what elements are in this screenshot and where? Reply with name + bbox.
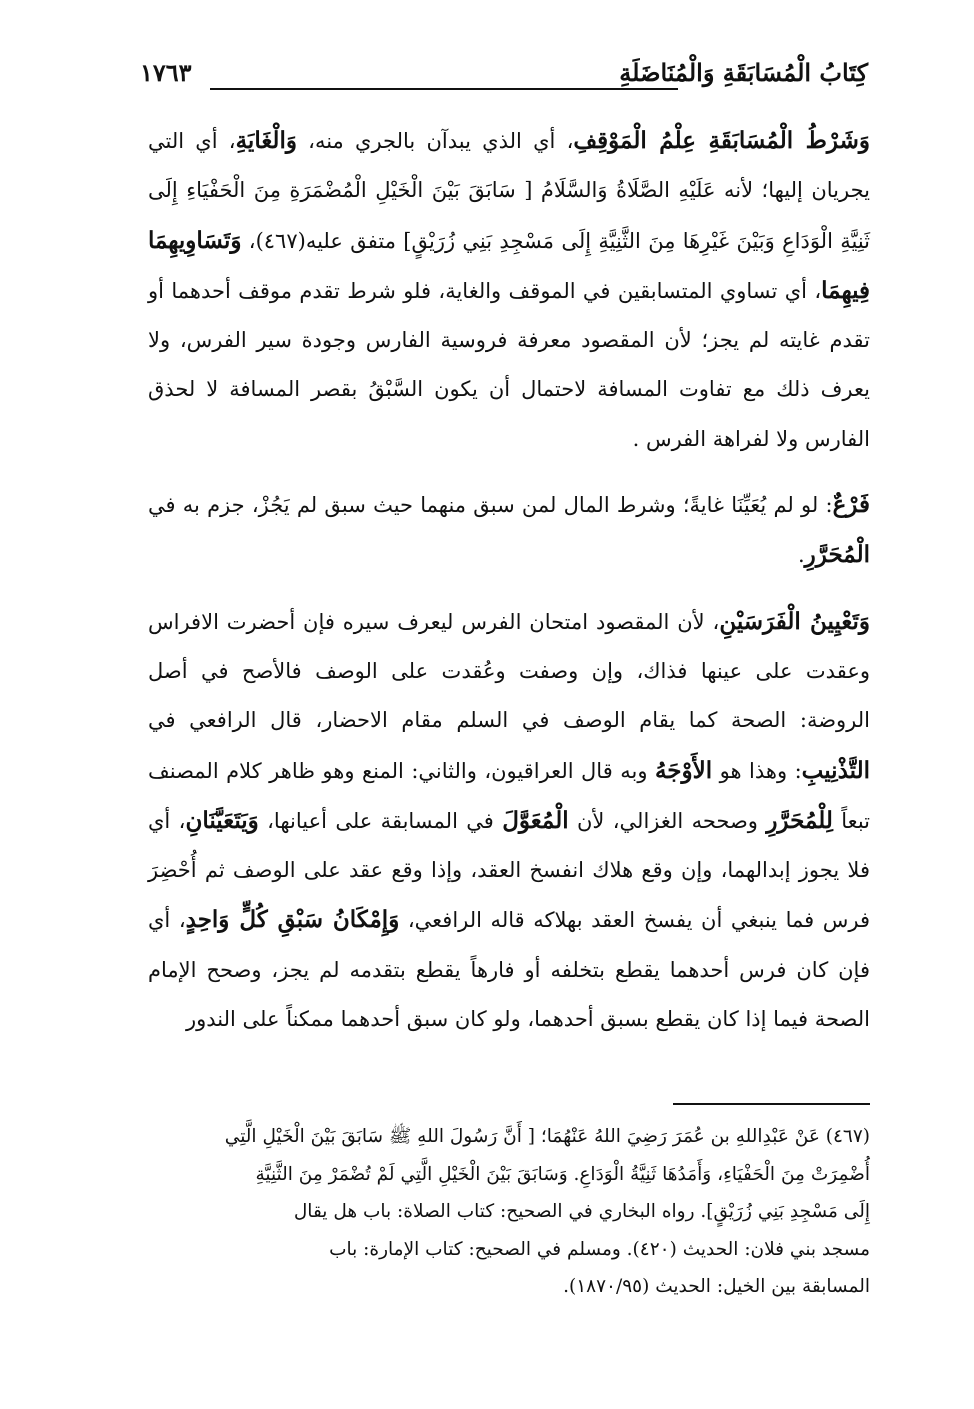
footnote-line: مسجد بني فلان: الحديث (٤٢٠). ومسلم في الصحيح: كتاب الإمارة: باب — [329, 1238, 870, 1260]
lemma-text: الْمُعَوَّلَ — [502, 806, 569, 834]
footnote-line: أُضْمِرَتْ مِنَ الْحَفْيَاءِ، وَأَمَدُهَا ثَنِيَّةُ الْوَدَاعِ. وَسَابَقَ بَيْنَ الْخَيْلِ الَّتِي لَمْ تُضْمَرْ مِنَ الثَّنِيَّةِ — [255, 1163, 870, 1185]
commentary-text: : لو لم يُعَيِّنَا غايةً؛ وشرط المال لمن سبق منهما حيث سبق لم يَجُزْ، جزم به في — [148, 493, 833, 518]
lemma-text: فَرْعٌ — [832, 491, 870, 519]
footnote-separator — [673, 1103, 870, 1105]
commentary-text: وصححه الغزالي، لأن — [568, 808, 767, 833]
commentary-text: ، أي فإن كان فرس أحدهما يقطع بتخلفه أو فارهاً يقطع بتقدمه لم يجز، وصحح الإمام الصحة فيما إذا كان يقطع بسبق أحدهما، ولو كان سبق أحدهما ممكناً على الندور — [148, 908, 870, 1032]
lemma-text: وَشَرْطُ الْمُسَابَقَةِ عِلْمُ الْمَوْقِفِ — [573, 127, 870, 154]
paragraph-branch — [148, 480, 870, 581]
commentary-text: ، لأن المقصود امتحان الفرس ليعرف سيره فإن أحضرت الافراس وعقدت على عينها فذاك، وإن وصفت وعُقدت على الوصف فالأصح في أصل الروضة: الصحة كما يقام الوصف في السلم مقام الاحضار، قال الرافعي في — [148, 609, 870, 733]
paragraph-conditions — [148, 116, 870, 464]
lemma-text: لِلْمُحَرَّرِ — [766, 806, 833, 834]
footnote-line: (٤٦٧) عَنْ عَبْدِاللهِ بن عُمَرَ رَضِيَ اللهُ عَنْهُمَا؛ [ أَنَّ رَسُولَ اللهِ ﷺ سَابَقَ بَيْنَ الْخَيْلِ الَّتِي — [224, 1126, 870, 1147]
footnotes — [148, 1118, 870, 1306]
footnote-line: إِلَى مَسْجِدِ بَنِي زُرَيْقٍ]. رواه البخاري في الصحيح: كتاب الصلاة: باب هل يقال — [293, 1201, 870, 1223]
page-header — [140, 58, 868, 98]
lemma-text: التَّذْنِيبِ — [801, 756, 870, 784]
lemma-text: وَتَسَاوِيهِمَا فِيهِمَا — [148, 226, 870, 304]
commentary-text: ، أي التي يجريان إليها؛ لأنه عَلَيْهِ الصَّلَاةُ وَالسَّلَامُ [ سَابَقَ بَيْنَ الْخَيْلِ الْمُضْمَرَةِ مِنَ الْحَفْيَاءِ إِلَى ثَنِيَّةِ الْوَدَاعِ وَبَيْنَ غَيْرِهَا مِنَ الثَّنِيَّةِ إِلَى مَسْجِدِ بَنِي زُرَيْقٍ] متفق عليه — [148, 129, 871, 253]
running-title: كِتَابُ الْمُسَابَقَةِ وَالْمُنَاضَلَةِ — [619, 58, 868, 87]
lemma-text: وَالْغَايَةِ — [235, 127, 297, 154]
lemma-text: وَتَعْيِينُ الْفَرَسَيْنِ — [719, 607, 870, 635]
commentary-text: (٤٦٧) — [255, 228, 306, 253]
lemma-text: الأَوْجَهُ — [654, 756, 713, 784]
paragraph-horses — [148, 597, 870, 1045]
footnote-line: المسابقة بين الخيل: الحديث (١٨٧٠/٩٥). — [563, 1276, 870, 1298]
commentary-text: ، أي الذي يبدآن بالجري منه، — [296, 129, 574, 153]
lemma-text: الْمُحَرَّرِ — [804, 541, 870, 569]
lemma-text: وَإِمْكَانُ سَبْقِ كُلٍّ وَاحِدٍ — [185, 906, 400, 934]
commentary-text: . — [797, 543, 805, 568]
main-text — [148, 116, 870, 1044]
page-number: ١٧٦٣ — [140, 58, 192, 87]
commentary-text: ، — [241, 228, 256, 253]
commentary-text: وبه قال العراقيون، والثاني: المنع وهو ظاهر كلام المصنف تبعاً — [148, 758, 870, 833]
lemma-text: وَيَتَعَيَّنَانِ — [185, 806, 259, 834]
commentary-text: ، أي تساوي المتسابقين في الموقف والغاية، فلو شرط تقدم موقف أحدهما أو تقدم غايته لم يجز؛ لأن المقصود معرفة فروسية الفارس وجودة سير الفرس، ولا يعرف ذلك مع تفاوت المسافة لاحتمال أن يكون السَّبْقُ بقصر المسافة لا لحذق الفارس ولا لفراهة الفرس . — [148, 278, 870, 451]
commentary-text: : وهذا هو — [712, 758, 802, 783]
commentary-text: في المسابقة على أعيانها، — [258, 808, 503, 833]
commentary-text: ، أي فلا يجوز إبدالهما، وإن وقع هلاك انفسخ العقد، وإذا وقع عقد على الوصف ثم أُحْضِرَ فرس فما ينبغي أن يفسخ العقد بهلاكه قاله الرافعي، — [148, 808, 870, 933]
header-rule — [210, 88, 678, 90]
